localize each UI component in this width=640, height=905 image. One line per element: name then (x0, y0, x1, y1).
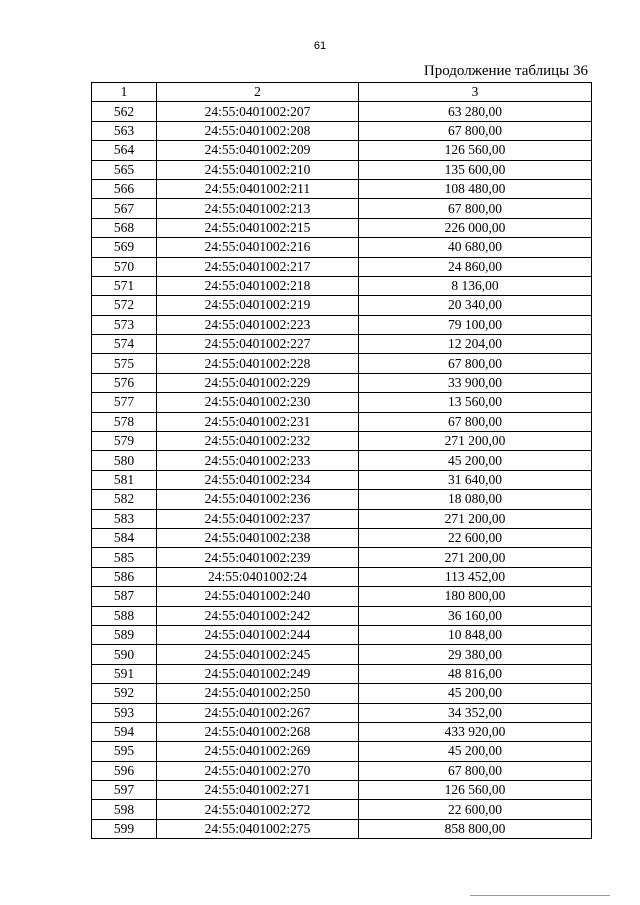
row-number-cell: 597 (92, 781, 157, 800)
table-caption: Продолжение таблицы 36 (423, 63, 588, 79)
cadastral-number-cell: 24:55:0401002:242 (157, 606, 359, 625)
cadastral-number-cell: 24:55:0401002:268 (157, 722, 359, 741)
table-row (92, 179, 592, 198)
cadastral-number-cell: 24:55:0401002:215 (157, 218, 359, 237)
table-row (92, 781, 592, 800)
value-cell: 67 800,00 (359, 199, 592, 218)
table-row (92, 800, 592, 819)
row-number-cell: 576 (92, 373, 157, 392)
cadastral-number-cell: 24:55:0401002:216 (157, 238, 359, 257)
table-row (92, 819, 592, 838)
value-cell: 271 200,00 (359, 432, 592, 451)
header-cell-3: 3 (359, 83, 592, 102)
table-row (92, 606, 592, 625)
table-row (92, 761, 592, 780)
table-row (92, 470, 592, 489)
table-row (92, 335, 592, 354)
table-row (92, 490, 592, 509)
cadastral-number-cell: 24:55:0401002:275 (157, 819, 359, 838)
row-number-cell: 579 (92, 432, 157, 451)
cadastral-number-cell: 24:55:0401002:271 (157, 781, 359, 800)
page-edge-line (470, 895, 610, 896)
table-row (92, 548, 592, 567)
cadastral-number-cell: 24:55:0401002:218 (157, 276, 359, 295)
table-row (92, 451, 592, 470)
table-row (92, 296, 592, 315)
cadastral-number-cell: 24:55:0401002:239 (157, 548, 359, 567)
row-number-cell: 596 (92, 761, 157, 780)
row-number-cell: 568 (92, 218, 157, 237)
value-cell: 226 000,00 (359, 218, 592, 237)
data-table (91, 82, 592, 839)
table-body (92, 102, 592, 839)
table-row (92, 567, 592, 586)
row-number-cell: 578 (92, 412, 157, 431)
cadastral-number-cell: 24:55:0401002:270 (157, 761, 359, 780)
row-number-cell: 580 (92, 451, 157, 470)
cadastral-number-cell: 24:55:0401002:230 (157, 393, 359, 412)
row-number-cell: 588 (92, 606, 157, 625)
row-number-cell: 598 (92, 800, 157, 819)
row-number-cell: 567 (92, 199, 157, 218)
value-cell: 33 900,00 (359, 373, 592, 392)
cadastral-number-cell: 24:55:0401002:210 (157, 160, 359, 179)
table-row (92, 102, 592, 121)
cadastral-number-cell: 24:55:0401002:232 (157, 432, 359, 451)
row-number-cell: 566 (92, 179, 157, 198)
value-cell: 18 080,00 (359, 490, 592, 509)
value-cell: 67 800,00 (359, 412, 592, 431)
value-cell: 20 340,00 (359, 296, 592, 315)
table-row (92, 587, 592, 606)
cadastral-number-cell: 24:55:0401002:228 (157, 354, 359, 373)
cadastral-number-cell: 24:55:0401002:249 (157, 664, 359, 683)
cadastral-number-cell: 24:55:0401002:208 (157, 121, 359, 140)
value-cell: 858 800,00 (359, 819, 592, 838)
value-cell: 34 352,00 (359, 703, 592, 722)
value-cell: 79 100,00 (359, 315, 592, 334)
cadastral-number-cell: 24:55:0401002:245 (157, 645, 359, 664)
value-cell: 126 560,00 (359, 141, 592, 160)
table-header (92, 83, 592, 102)
value-cell: 63 280,00 (359, 102, 592, 121)
table-row (92, 509, 592, 528)
value-cell: 271 200,00 (359, 509, 592, 528)
table-row (92, 276, 592, 295)
table-row (92, 121, 592, 140)
table-row (92, 141, 592, 160)
row-number-cell: 571 (92, 276, 157, 295)
value-cell: 67 800,00 (359, 354, 592, 373)
row-number-cell: 590 (92, 645, 157, 664)
cadastral-number-cell: 24:55:0401002:272 (157, 800, 359, 819)
table-row (92, 742, 592, 761)
row-number-cell: 593 (92, 703, 157, 722)
row-number-cell: 582 (92, 490, 157, 509)
table-row (92, 412, 592, 431)
row-number-cell: 587 (92, 587, 157, 606)
table-row (92, 393, 592, 412)
cadastral-number-cell: 24:55:0401002:231 (157, 412, 359, 431)
table-row (92, 257, 592, 276)
table-row (92, 315, 592, 334)
row-number-cell: 585 (92, 548, 157, 567)
cadastral-number-cell: 24:55:0401002:267 (157, 703, 359, 722)
cadastral-number-cell: 24:55:0401002:238 (157, 528, 359, 547)
table-row (92, 625, 592, 644)
cadastral-number-cell: 24:55:0401002:244 (157, 625, 359, 644)
row-number-cell: 594 (92, 722, 157, 741)
cadastral-number-cell: 24:55:0401002:233 (157, 451, 359, 470)
header-cell-1: 1 (92, 83, 157, 102)
table-row (92, 664, 592, 683)
value-cell: 22 600,00 (359, 528, 592, 547)
row-number-cell: 577 (92, 393, 157, 412)
value-cell: 40 680,00 (359, 238, 592, 257)
cadastral-number-cell: 24:55:0401002:217 (157, 257, 359, 276)
page-number: 61 (313, 40, 327, 52)
value-cell: 135 600,00 (359, 160, 592, 179)
table-row (92, 199, 592, 218)
value-cell: 8 136,00 (359, 276, 592, 295)
value-cell: 45 200,00 (359, 742, 592, 761)
row-number-cell: 592 (92, 684, 157, 703)
cadastral-number-cell: 24:55:0401002:207 (157, 102, 359, 121)
table-row (92, 722, 592, 741)
value-cell: 180 800,00 (359, 587, 592, 606)
row-number-cell: 573 (92, 315, 157, 334)
row-number-cell: 589 (92, 625, 157, 644)
cadastral-number-cell: 24:55:0401002:223 (157, 315, 359, 334)
table-row (92, 160, 592, 179)
row-number-cell: 562 (92, 102, 157, 121)
row-number-cell: 591 (92, 664, 157, 683)
cadastral-number-cell: 24:55:0401002:240 (157, 587, 359, 606)
value-cell: 45 200,00 (359, 684, 592, 703)
row-number-cell: 565 (92, 160, 157, 179)
cadastral-number-cell: 24:55:0401002:236 (157, 490, 359, 509)
value-cell: 48 816,00 (359, 664, 592, 683)
value-cell: 29 380,00 (359, 645, 592, 664)
row-number-cell: 569 (92, 238, 157, 257)
value-cell: 13 560,00 (359, 393, 592, 412)
value-cell: 24 860,00 (359, 257, 592, 276)
row-number-cell: 586 (92, 567, 157, 586)
table-row (92, 703, 592, 722)
cadastral-number-cell: 24:55:0401002:209 (157, 141, 359, 160)
header-row (92, 83, 592, 102)
header-cell-2: 2 (157, 83, 359, 102)
value-cell: 113 452,00 (359, 567, 592, 586)
table-row (92, 218, 592, 237)
row-number-cell: 564 (92, 141, 157, 160)
row-number-cell: 574 (92, 335, 157, 354)
row-number-cell: 599 (92, 819, 157, 838)
cadastral-number-cell: 24:55:0401002:229 (157, 373, 359, 392)
row-number-cell: 584 (92, 528, 157, 547)
value-cell: 31 640,00 (359, 470, 592, 489)
row-number-cell: 570 (92, 257, 157, 276)
table-row (92, 528, 592, 547)
value-cell: 433 920,00 (359, 722, 592, 741)
value-cell: 22 600,00 (359, 800, 592, 819)
cadastral-number-cell: 24:55:0401002:227 (157, 335, 359, 354)
table-row (92, 684, 592, 703)
value-cell: 126 560,00 (359, 781, 592, 800)
cadastral-number-cell: 24:55:0401002:211 (157, 179, 359, 198)
cadastral-number-cell: 24:55:0401002:234 (157, 470, 359, 489)
row-number-cell: 583 (92, 509, 157, 528)
table-row (92, 238, 592, 257)
cadastral-number-cell: 24:55:0401002:237 (157, 509, 359, 528)
row-number-cell: 575 (92, 354, 157, 373)
value-cell: 67 800,00 (359, 121, 592, 140)
cadastral-number-cell: 24:55:0401002:250 (157, 684, 359, 703)
row-number-cell: 581 (92, 470, 157, 489)
cadastral-number-cell: 24:55:0401002:24 (157, 567, 359, 586)
cadastral-number-cell: 24:55:0401002:213 (157, 199, 359, 218)
value-cell: 45 200,00 (359, 451, 592, 470)
table-row (92, 432, 592, 451)
value-cell: 271 200,00 (359, 548, 592, 567)
value-cell: 67 800,00 (359, 761, 592, 780)
value-cell: 36 160,00 (359, 606, 592, 625)
value-cell: 108 480,00 (359, 179, 592, 198)
value-cell: 12 204,00 (359, 335, 592, 354)
cadastral-number-cell: 24:55:0401002:219 (157, 296, 359, 315)
row-number-cell: 572 (92, 296, 157, 315)
value-cell: 10 848,00 (359, 625, 592, 644)
table-row (92, 645, 592, 664)
row-number-cell: 563 (92, 121, 157, 140)
row-number-cell: 595 (92, 742, 157, 761)
cadastral-number-cell: 24:55:0401002:269 (157, 742, 359, 761)
table-row (92, 373, 592, 392)
table-row (92, 354, 592, 373)
